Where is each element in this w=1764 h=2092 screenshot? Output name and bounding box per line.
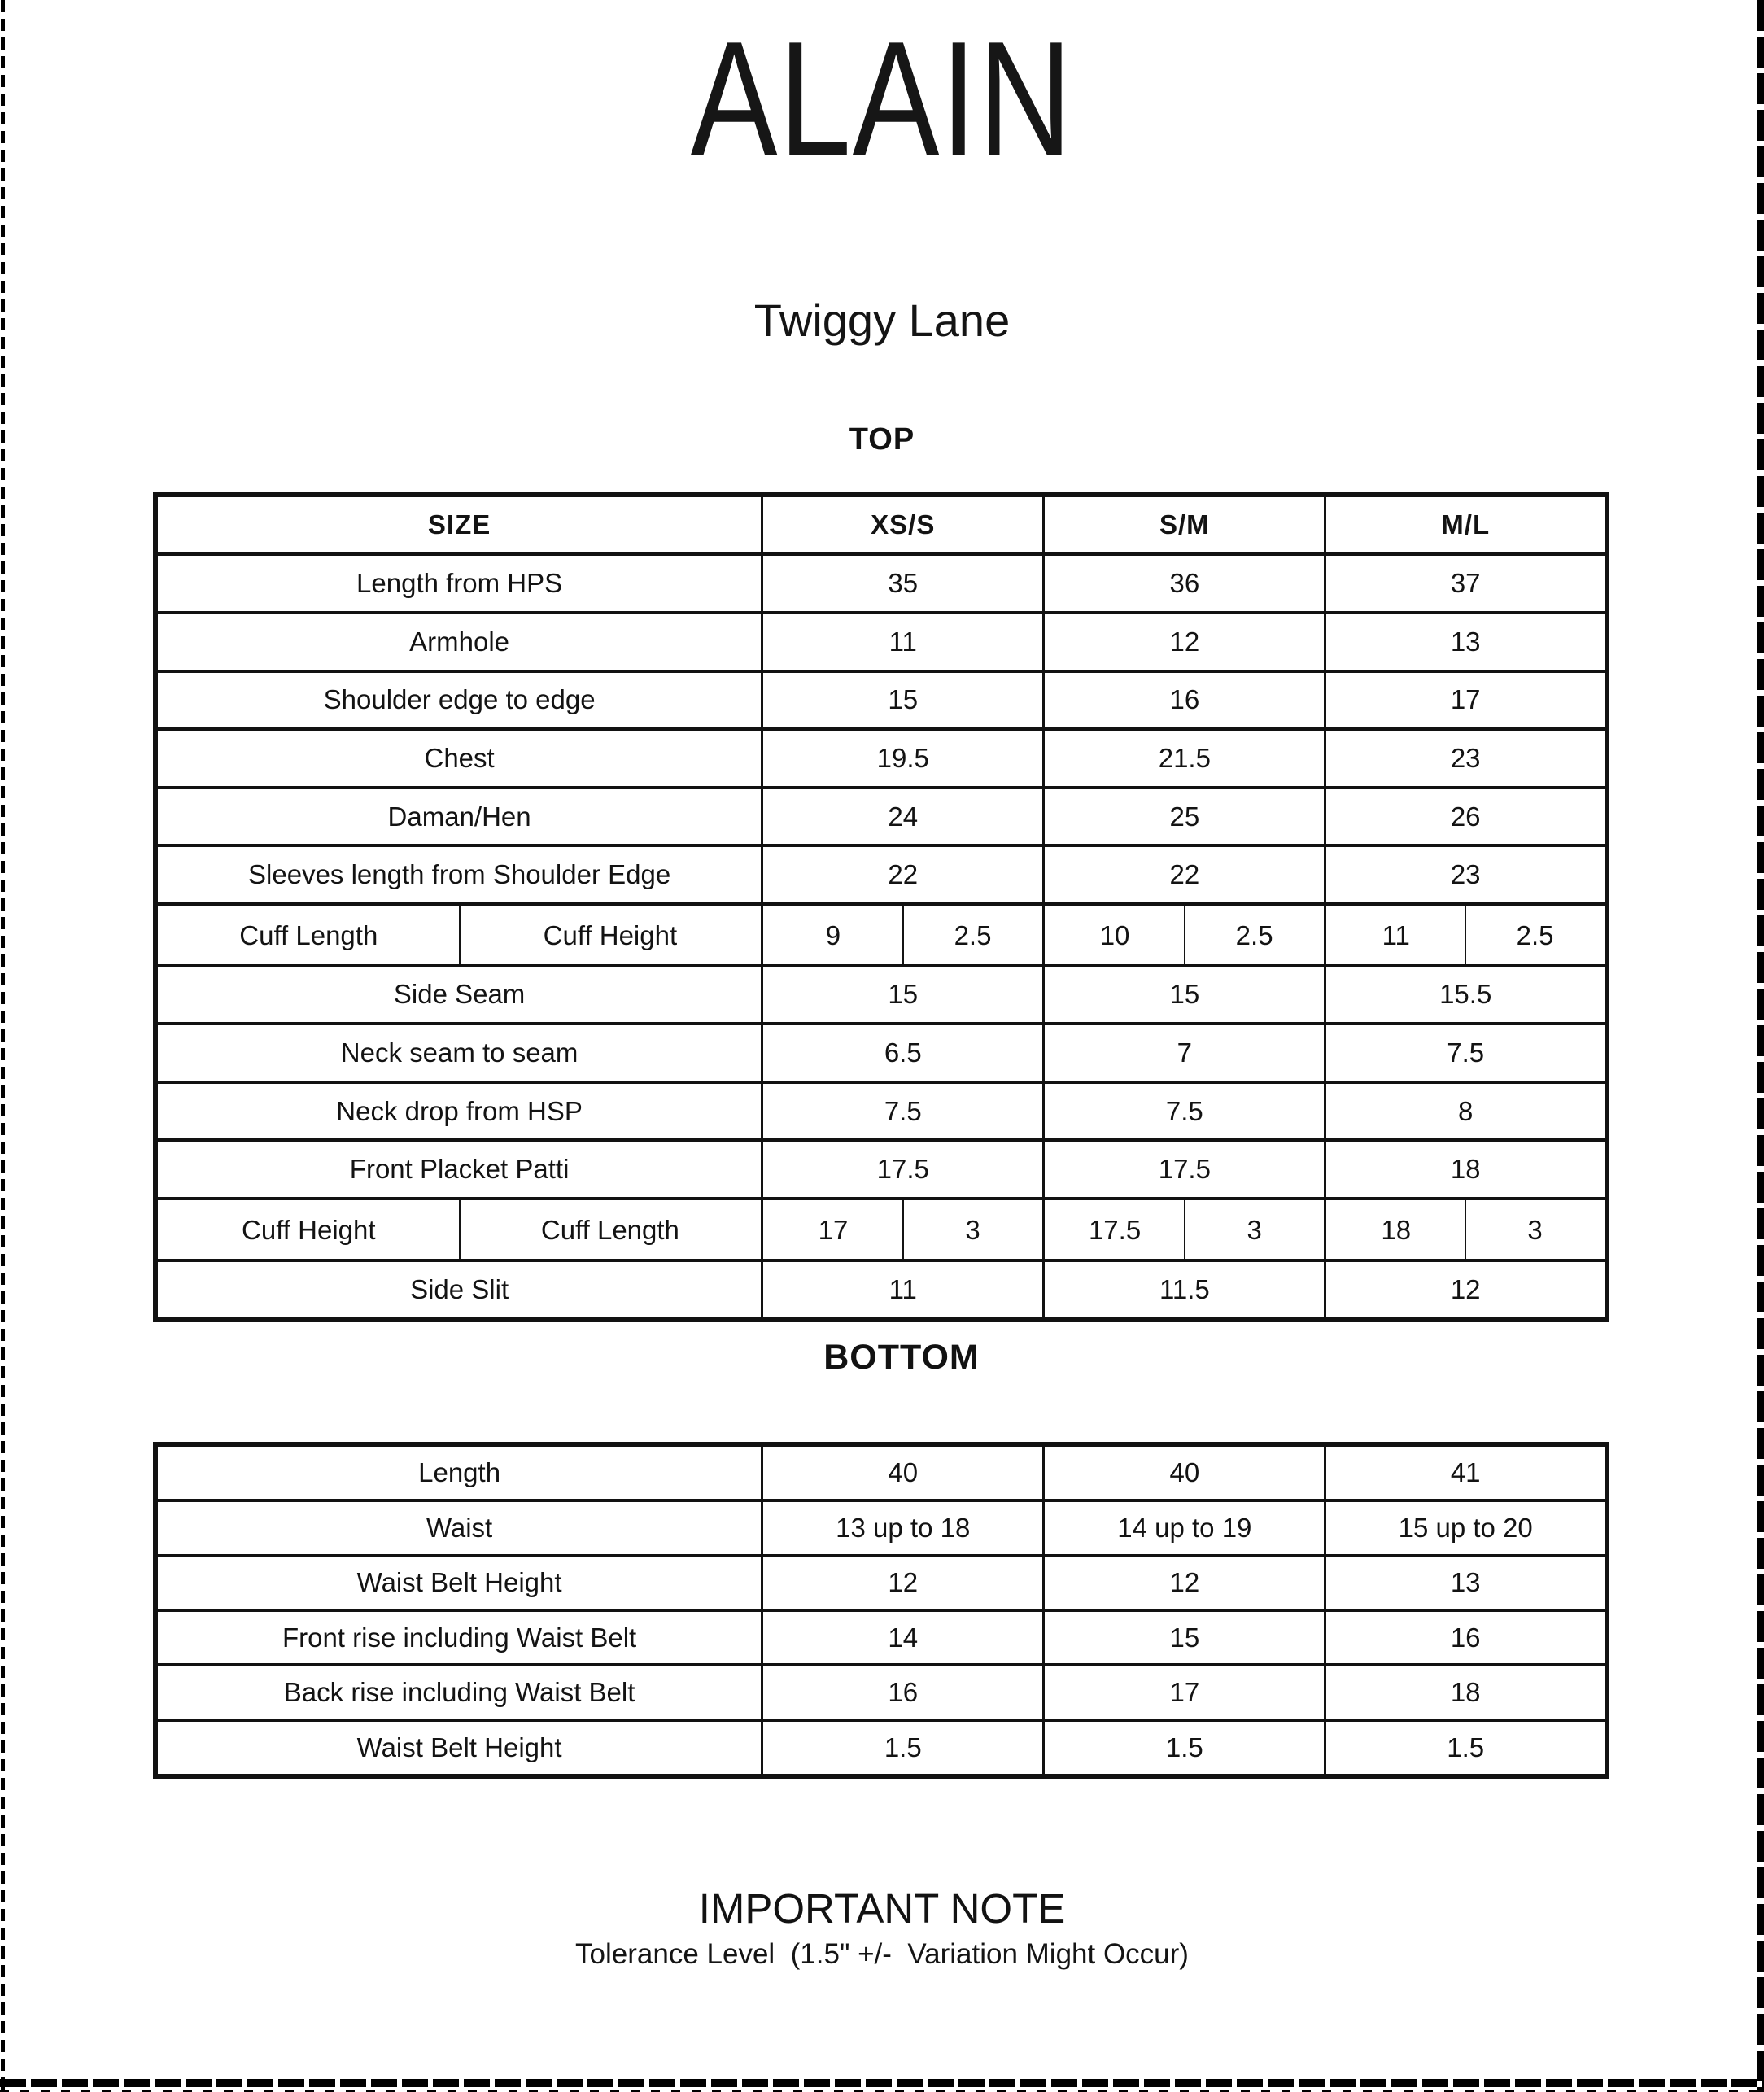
cell-value: 23 bbox=[1325, 729, 1607, 788]
cell-value: 14 up to 19 bbox=[1044, 1500, 1325, 1555]
important-note-heading: IMPORTANT NOTE bbox=[698, 1885, 1066, 1932]
table-row bbox=[155, 788, 1607, 846]
split-label-left: Cuff Height bbox=[242, 1214, 376, 1245]
table-row-split bbox=[155, 904, 1607, 966]
table-row bbox=[155, 845, 1607, 904]
cell-value: 14 bbox=[762, 1610, 1044, 1665]
row-label: Length bbox=[155, 1444, 762, 1500]
page-edge-bottom bbox=[0, 2079, 1764, 2087]
cell-value: 12 bbox=[1044, 613, 1325, 671]
split-label-left: Cuff Length bbox=[239, 919, 378, 950]
cell-split bbox=[1044, 1199, 1325, 1260]
cell-value: 25 bbox=[1044, 788, 1325, 846]
cell-value: 11.5 bbox=[1044, 1260, 1325, 1320]
cell-split bbox=[1325, 1199, 1607, 1260]
row-label: Neck drop from HSP bbox=[155, 1082, 762, 1141]
row-label: Waist bbox=[155, 1500, 762, 1555]
cell-value: 23 bbox=[1325, 845, 1607, 904]
cell-value: 16 bbox=[1044, 671, 1325, 730]
split-value-left: 18 bbox=[1381, 1214, 1412, 1245]
header-m-l: M/L bbox=[1325, 495, 1607, 554]
cell-value: 18 bbox=[1325, 1665, 1607, 1719]
cell-value: 37 bbox=[1325, 554, 1607, 613]
cell-value: 17 bbox=[1044, 1665, 1325, 1719]
cell-split bbox=[762, 1199, 1044, 1260]
table-row bbox=[155, 554, 1607, 613]
cell-value: 26 bbox=[1325, 788, 1607, 846]
top-section-heading: TOP bbox=[849, 422, 915, 456]
table-row bbox=[155, 1140, 1607, 1199]
row-label: Neck seam to seam bbox=[155, 1024, 762, 1082]
top-size-table bbox=[153, 492, 1609, 1322]
cell-value: 7.5 bbox=[1044, 1082, 1325, 1141]
row-label: Sleeves length from Shoulder Edge bbox=[155, 845, 762, 904]
cell-value: 16 bbox=[762, 1665, 1044, 1719]
table-row bbox=[155, 729, 1607, 788]
cell-value: 1.5 bbox=[1325, 1720, 1607, 1776]
split-value-right: 2.5 bbox=[1516, 919, 1554, 950]
row-label: Back rise including Waist Belt bbox=[155, 1665, 762, 1719]
cell-value: 6.5 bbox=[762, 1024, 1044, 1082]
row-label: Side Slit bbox=[155, 1260, 762, 1320]
cell-value: 13 up to 18 bbox=[762, 1500, 1044, 1555]
table-row bbox=[155, 966, 1607, 1024]
table-row bbox=[155, 1082, 1607, 1141]
row-label: Front Placket Patti bbox=[155, 1140, 762, 1199]
cell-value: 22 bbox=[1044, 845, 1325, 904]
cell-value: 35 bbox=[762, 554, 1044, 613]
row-label: Shoulder edge to edge bbox=[155, 671, 762, 730]
cell-value: 21.5 bbox=[1044, 729, 1325, 788]
product-title: Twiggy Lane bbox=[753, 295, 1011, 346]
cell-value: 36 bbox=[1044, 554, 1325, 613]
cell-value: 40 bbox=[762, 1444, 1044, 1500]
cell-split bbox=[1325, 904, 1607, 966]
split-value-left: 10 bbox=[1099, 919, 1130, 950]
row-label: Daman/Hen bbox=[155, 788, 762, 846]
cell-value: 41 bbox=[1325, 1444, 1607, 1500]
row-label: Length from HPS bbox=[155, 554, 762, 613]
row-label: Armhole bbox=[155, 613, 762, 671]
cell-value: 12 bbox=[1325, 1260, 1607, 1320]
row-label: Waist Belt Height bbox=[155, 1720, 762, 1776]
cell-value: 15 up to 20 bbox=[1325, 1500, 1607, 1555]
table-row bbox=[155, 1720, 1607, 1776]
cell-value: 1.5 bbox=[762, 1720, 1044, 1776]
split-value-left: 17.5 bbox=[1088, 1214, 1142, 1245]
table-row bbox=[155, 671, 1607, 730]
split-value-left: 9 bbox=[825, 919, 841, 950]
cell-value: 11 bbox=[762, 613, 1044, 671]
tolerance-note: Tolerance Level (1.5" +/- Variation Might Occur) bbox=[575, 1938, 1189, 1970]
cell-value: 15.5 bbox=[1325, 966, 1607, 1024]
split-value-left: 17 bbox=[818, 1214, 849, 1245]
cell-split bbox=[1044, 904, 1325, 966]
row-label: Waist Belt Height bbox=[155, 1556, 762, 1610]
table-row bbox=[155, 1665, 1607, 1719]
cell-value: 15 bbox=[762, 671, 1044, 730]
cell-value: 13 bbox=[1325, 613, 1607, 671]
row-label-split bbox=[155, 904, 762, 966]
table-row bbox=[155, 1444, 1607, 1500]
split-value-right: 3 bbox=[1527, 1214, 1543, 1245]
bottom-size-table bbox=[153, 1442, 1609, 1779]
cell-value: 11 bbox=[762, 1260, 1044, 1320]
brand-logo: ALAIN bbox=[690, 8, 1074, 190]
table-row bbox=[155, 1610, 1607, 1665]
cell-value: 16 bbox=[1325, 1610, 1607, 1665]
cell-value: 7 bbox=[1044, 1024, 1325, 1082]
table-row-split bbox=[155, 1199, 1607, 1260]
split-label-right: Cuff Length bbox=[540, 1214, 679, 1245]
row-label: Front rise including Waist Belt bbox=[155, 1610, 762, 1665]
cell-value: 7.5 bbox=[762, 1082, 1044, 1141]
cell-value: 22 bbox=[762, 845, 1044, 904]
table-row bbox=[155, 613, 1607, 671]
table-row bbox=[155, 1556, 1607, 1610]
cell-value: 1.5 bbox=[1044, 1720, 1325, 1776]
cell-value: 17.5 bbox=[1044, 1140, 1325, 1199]
cell-value: 8 bbox=[1325, 1082, 1607, 1141]
header-xs-s: XS/S bbox=[762, 495, 1044, 554]
cell-value: 17 bbox=[1325, 671, 1607, 730]
split-value-right: 2.5 bbox=[1235, 919, 1273, 950]
header-size: SIZE bbox=[155, 495, 762, 554]
header-s-m: S/M bbox=[1044, 495, 1325, 554]
cell-value: 40 bbox=[1044, 1444, 1325, 1500]
cell-value: 17.5 bbox=[762, 1140, 1044, 1199]
table-header-row bbox=[155, 495, 1607, 554]
split-value-right: 3 bbox=[965, 1214, 980, 1245]
table-row bbox=[155, 1024, 1607, 1082]
split-value-right: 3 bbox=[1247, 1214, 1262, 1245]
cell-value: 7.5 bbox=[1325, 1024, 1607, 1082]
row-label: Side Seam bbox=[155, 966, 762, 1024]
cell-value: 13 bbox=[1325, 1556, 1607, 1610]
cell-value: 18 bbox=[1325, 1140, 1607, 1199]
row-label: Chest bbox=[155, 729, 762, 788]
cell-value: 12 bbox=[1044, 1556, 1325, 1610]
cell-split bbox=[762, 904, 1044, 966]
table-row bbox=[155, 1260, 1607, 1320]
cell-value: 19.5 bbox=[762, 729, 1044, 788]
table-row bbox=[155, 1500, 1607, 1555]
cell-value: 15 bbox=[762, 966, 1044, 1024]
row-label-split bbox=[155, 1199, 762, 1260]
cell-value: 12 bbox=[762, 1556, 1044, 1610]
cell-value: 15 bbox=[1044, 966, 1325, 1024]
split-label-right: Cuff Height bbox=[543, 919, 678, 950]
cell-value: 15 bbox=[1044, 1610, 1325, 1665]
bottom-section-heading: BOTTOM bbox=[823, 1338, 980, 1377]
split-value-left: 11 bbox=[1382, 919, 1410, 950]
split-value-right: 2.5 bbox=[954, 919, 992, 950]
cell-value: 24 bbox=[762, 788, 1044, 846]
